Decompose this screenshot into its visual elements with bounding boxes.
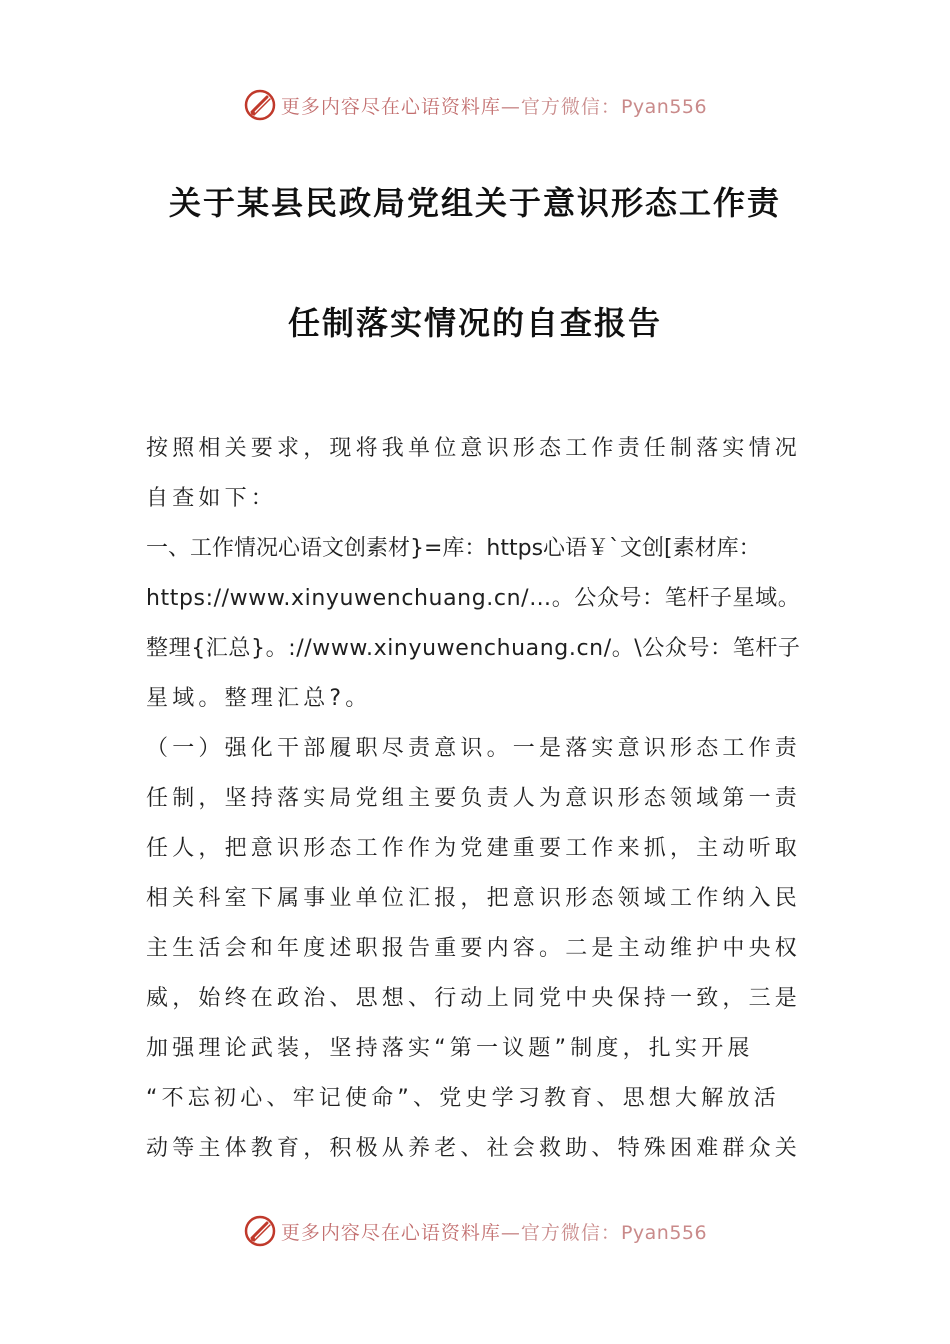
- header-watermark: [0, 80, 950, 130]
- watermark-text: 更多内容尽在心语资料库—官方微信：Pyan556: [280, 95, 708, 118]
- body-line: “不忘初心、牢记使命”、党史学习教育、思想大解放活: [146, 1086, 780, 1111]
- brand-logo-icon: [243, 1214, 277, 1248]
- body-line: 按照相关要求，现将我单位意识形态工作责任制落实情况: [146, 436, 802, 461]
- body-line: 动等主体教育，积极从养老、社会救助、特殊困难群众关: [146, 1136, 802, 1161]
- body-line: 威，始终在政治、思想、行动上同党中央保持一致，三是: [146, 986, 802, 1011]
- body-line: 一、工作情况心语文创素材}=库：https心语￥`文创[素材库：: [146, 536, 761, 561]
- body-line: 相关科室下属事业单位汇报，把意识形态领域工作纳入民: [146, 886, 802, 911]
- body-line: 星域。整理汇总?。: [146, 686, 372, 711]
- body-line: （一）强化干部履职尽责意识。一是落实意识形态工作责: [146, 736, 802, 761]
- body-line: 任制，坚持落实局党组主要负责人为意识形态领域第一责: [146, 786, 802, 811]
- body-line: 主生活会和年度述职报告重要内容。二是主动维护中央权: [146, 936, 802, 961]
- document-title-line-2: 任制落实情况的自查报告: [287, 304, 662, 342]
- body-line: 任人，把意识形态工作作为党建重要工作来抓，主动听取: [146, 836, 802, 861]
- document-title-line-1: 关于某县民政局党组关于意识形态工作责: [168, 184, 781, 222]
- footer-watermark: [0, 1206, 950, 1256]
- body-line: 加强理论武装，坚持落实“第一议题”制度，扎实开展: [146, 1036, 754, 1061]
- body-line: 整理{汇总}。://www.xinyuwenchuang.cn/。\公众号：笔杆子: [146, 636, 801, 661]
- brand-logo-icon: [243, 88, 277, 122]
- body-line: https://www.xinyuwenchuang.cn/…。公众号：笔杆子星域。: [146, 586, 801, 611]
- watermark-text: 更多内容尽在心语资料库—官方微信：Pyan556: [280, 1221, 708, 1244]
- document-body: [146, 424, 811, 1174]
- body-line: 自查如下：: [146, 486, 278, 511]
